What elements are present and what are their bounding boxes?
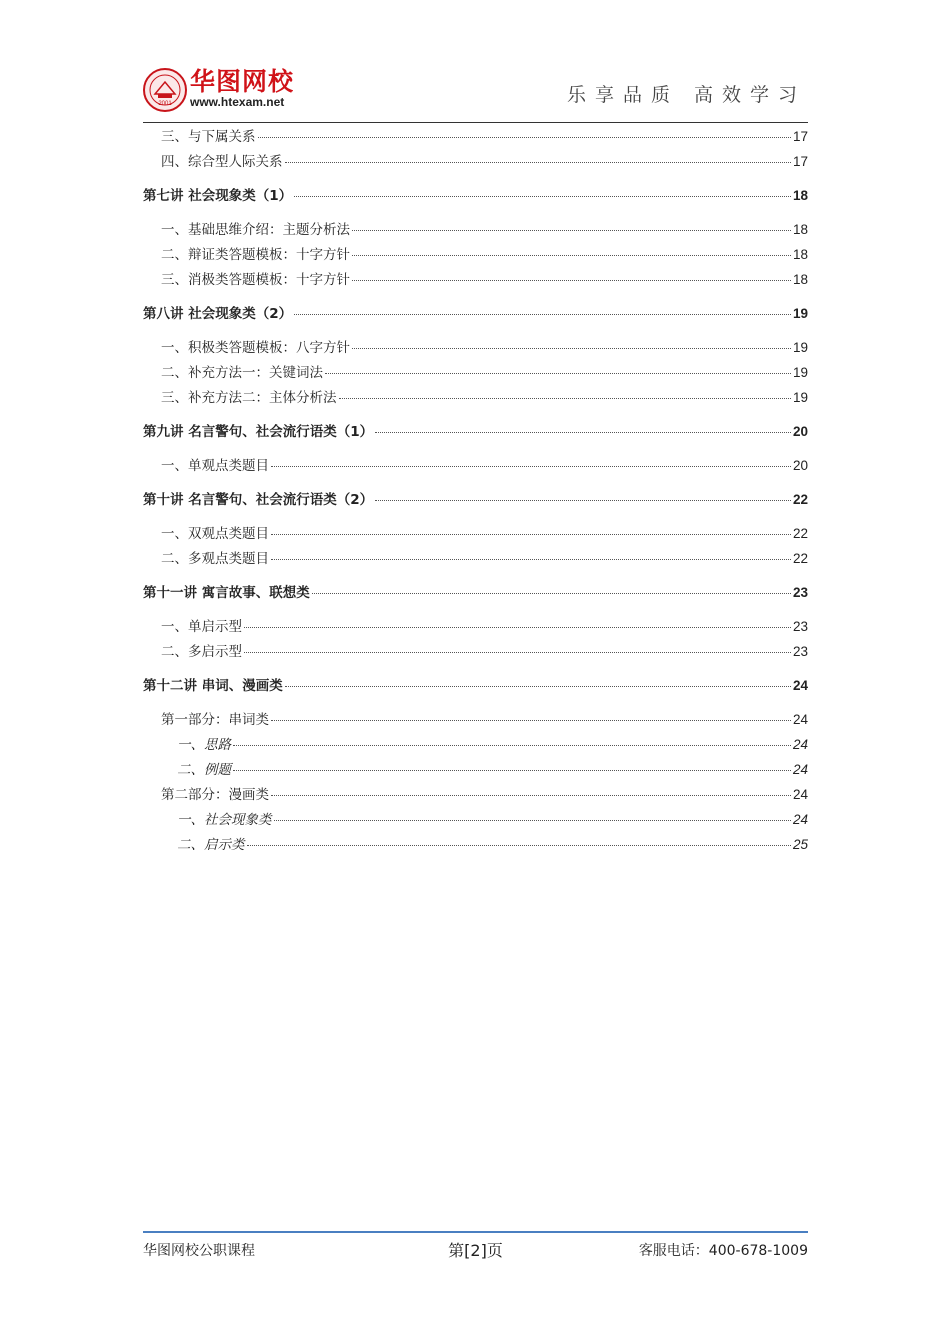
toc-entry-label: 第十一讲 寓言故事、联想类 bbox=[143, 585, 310, 601]
toc-section-entry[interactable] bbox=[143, 832, 808, 857]
page-header bbox=[143, 62, 808, 122]
toc-dot-leader bbox=[312, 593, 791, 594]
toc-dot-leader bbox=[247, 845, 791, 846]
toc-entry-page: 19 bbox=[792, 365, 808, 380]
toc-entry-page: 20 bbox=[792, 458, 808, 473]
toc-entry-label: 一、社会现象类 bbox=[177, 812, 272, 828]
toc-section-entry[interactable] bbox=[143, 707, 808, 732]
toc-dot-leader bbox=[271, 534, 791, 535]
toc-dot-leader bbox=[339, 398, 791, 399]
toc-entry-label: 二、多观点类题目 bbox=[161, 551, 269, 567]
toc-entry-label: 第二部分：漫画类 bbox=[161, 787, 269, 803]
footer-course: 华图网校公职课程 bbox=[143, 1243, 255, 1259]
toc-entry-page: 19 bbox=[792, 340, 808, 355]
toc-entry-page: 23 bbox=[792, 619, 808, 634]
toc-entry-page: 18 bbox=[792, 272, 808, 287]
toc-entry-page: 20 bbox=[792, 424, 808, 439]
brand-url: www.htexam.net bbox=[190, 95, 285, 109]
seal-year: 2001 bbox=[158, 101, 172, 107]
toc-chapter-entry[interactable] bbox=[143, 301, 808, 326]
toc-entry-page: 24 bbox=[792, 787, 808, 802]
toc-dot-leader bbox=[244, 652, 791, 653]
toc-entry-page: 19 bbox=[792, 390, 808, 405]
toc-dot-leader bbox=[271, 720, 791, 721]
toc-section-entry[interactable] bbox=[143, 453, 808, 478]
toc-entry-page: 18 bbox=[792, 222, 808, 237]
toc-dot-leader bbox=[375, 500, 791, 501]
toc-section-entry[interactable] bbox=[143, 614, 808, 639]
toc-entry-label: 四、综合型人际关系 bbox=[161, 154, 283, 170]
toc-dot-leader bbox=[233, 745, 791, 746]
toc-entry-label: 二、多启示型 bbox=[161, 644, 242, 660]
toc-dot-leader bbox=[271, 559, 791, 560]
toc-entry-page: 23 bbox=[792, 585, 808, 600]
toc-chapter-entry[interactable] bbox=[143, 419, 808, 444]
toc-entry-label: 一、基础思维介绍：主题分析法 bbox=[161, 222, 350, 238]
toc-dot-leader bbox=[233, 770, 791, 771]
toc-entry-label: 三、补充方法二：主体分析法 bbox=[161, 390, 337, 406]
toc-entry-page: 24 bbox=[792, 737, 808, 752]
toc-entry-label: 第十二讲 串词、漫画类 bbox=[143, 678, 283, 694]
toc-entry-label: 二、辩证类答题模板：十字方针 bbox=[161, 247, 350, 263]
toc-entry-label: 二、补充方法一：关键词法 bbox=[161, 365, 323, 381]
toc-section-entry[interactable] bbox=[143, 807, 808, 832]
toc-entry-label: 第九讲 名言警句、社会流行语类（1） bbox=[143, 424, 374, 440]
seal-icon bbox=[143, 68, 187, 112]
toc-section-entry[interactable] bbox=[143, 242, 808, 267]
footer-phone: 客服电话：400-678-1009 bbox=[638, 1243, 808, 1259]
toc-entry-page: 22 bbox=[792, 551, 808, 566]
toc-entry-label: 一、双观点类题目 bbox=[161, 526, 269, 542]
toc-dot-leader bbox=[375, 432, 791, 433]
slogan: 乐享品质 高效学习 bbox=[566, 84, 806, 106]
brand-name: 华图网校 bbox=[190, 67, 295, 96]
toc-entry-label: 第七讲 社会现象类（1） bbox=[143, 188, 293, 204]
toc-section-entry[interactable] bbox=[143, 757, 808, 782]
toc-entry-page: 24 bbox=[792, 812, 808, 827]
toc-dot-leader bbox=[285, 162, 791, 163]
toc-entry-page: 18 bbox=[792, 188, 808, 203]
page-number: 第[2]页 bbox=[448, 1241, 503, 1260]
toc-entry-page: 19 bbox=[792, 306, 808, 321]
toc-chapter-entry[interactable] bbox=[143, 487, 808, 512]
toc-entry-label: 一、思路 bbox=[177, 737, 231, 753]
toc-chapter-entry[interactable] bbox=[143, 183, 808, 208]
logo bbox=[143, 62, 313, 112]
toc-entry-label: 三、与下属关系 bbox=[161, 129, 256, 145]
header-divider bbox=[143, 122, 808, 123]
toc-dot-leader bbox=[352, 255, 791, 256]
toc-section-entry[interactable] bbox=[143, 732, 808, 757]
toc-entry-page: 17 bbox=[792, 129, 808, 144]
toc-section-entry[interactable] bbox=[143, 385, 808, 410]
toc-dot-leader bbox=[271, 466, 791, 467]
toc-entry-label: 三、消极类答题模板：十字方针 bbox=[161, 272, 350, 288]
toc-entry-page: 22 bbox=[792, 492, 808, 507]
toc-dot-leader bbox=[352, 230, 791, 231]
toc-section-entry[interactable] bbox=[143, 124, 808, 149]
toc-entry-page: 25 bbox=[792, 837, 808, 852]
toc-dot-leader bbox=[271, 795, 791, 796]
toc-dot-leader bbox=[352, 348, 791, 349]
toc-dot-leader bbox=[325, 373, 791, 374]
footer-divider bbox=[143, 1231, 808, 1233]
toc-dot-leader bbox=[274, 820, 791, 821]
toc-dot-leader bbox=[294, 196, 791, 197]
toc-entry-page: 24 bbox=[792, 762, 808, 777]
toc-chapter-entry[interactable] bbox=[143, 580, 808, 605]
toc-section-entry[interactable] bbox=[143, 149, 808, 174]
table-of-contents bbox=[143, 124, 808, 857]
toc-entry-page: 22 bbox=[792, 526, 808, 541]
toc-section-entry[interactable] bbox=[143, 217, 808, 242]
toc-entry-label: 一、积极类答题模板：八字方针 bbox=[161, 340, 350, 356]
toc-dot-leader bbox=[285, 686, 791, 687]
toc-entry-page: 17 bbox=[792, 154, 808, 169]
toc-dot-leader bbox=[294, 314, 791, 315]
toc-section-entry[interactable] bbox=[143, 360, 808, 385]
toc-section-entry[interactable] bbox=[143, 521, 808, 546]
toc-entry-label: 第一部分：串词类 bbox=[161, 712, 269, 728]
toc-entry-page: 23 bbox=[792, 644, 808, 659]
toc-chapter-entry[interactable] bbox=[143, 673, 808, 698]
toc-entry-label: 第十讲 名言警句、社会流行语类（2） bbox=[143, 492, 374, 508]
toc-section-entry[interactable] bbox=[143, 639, 808, 664]
toc-entry-label: 第八讲 社会现象类（2） bbox=[143, 306, 293, 322]
toc-entry-page: 18 bbox=[792, 247, 808, 262]
toc-entry-label: 一、单观点类题目 bbox=[161, 458, 269, 474]
toc-section-entry[interactable] bbox=[143, 267, 808, 292]
toc-section-entry[interactable] bbox=[143, 546, 808, 571]
toc-entry-label: 二、例题 bbox=[177, 762, 231, 778]
toc-entry-label: 一、单启示型 bbox=[161, 619, 242, 635]
toc-entry-page: 24 bbox=[792, 712, 808, 727]
toc-entry-label: 二、启示类 bbox=[177, 837, 245, 853]
toc-section-entry[interactable] bbox=[143, 782, 808, 807]
toc-section-entry[interactable] bbox=[143, 335, 808, 360]
toc-entry-page: 24 bbox=[792, 678, 808, 693]
toc-dot-leader bbox=[352, 280, 791, 281]
toc-dot-leader bbox=[258, 137, 791, 138]
toc-dot-leader bbox=[244, 627, 791, 628]
